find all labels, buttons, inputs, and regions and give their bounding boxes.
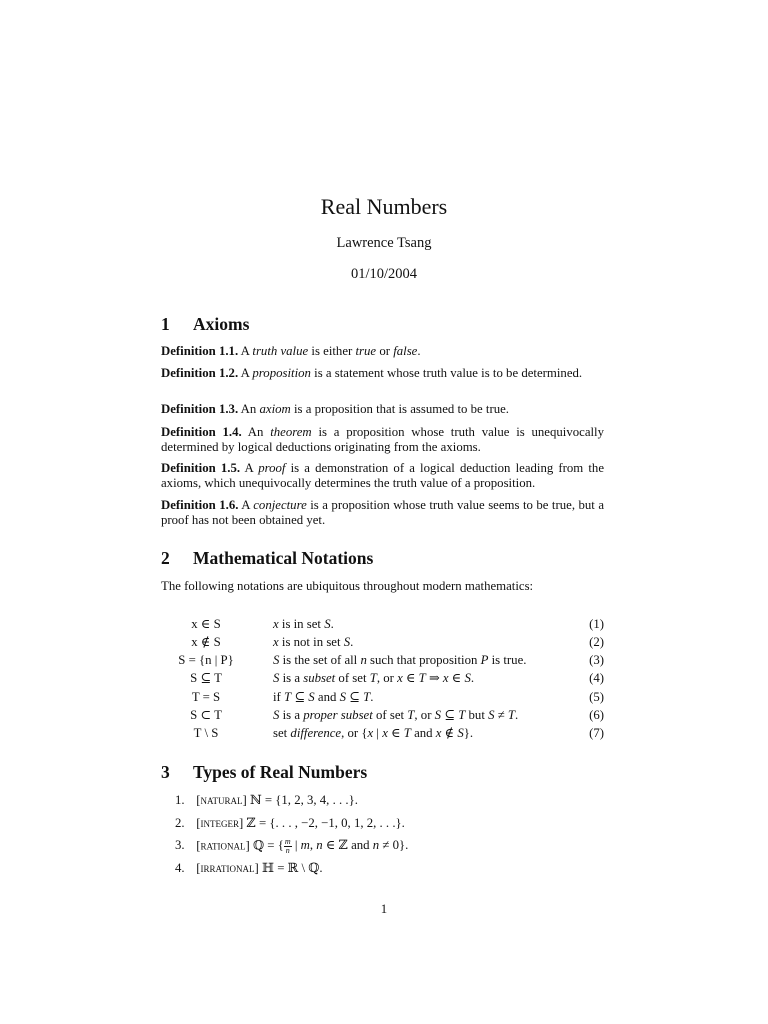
definition-1-1: Definition 1.1. A truth value is either true or false. [161,344,421,358]
section-title: Types of Real Numbers [193,762,368,782]
equation-2: x ∉ S x is not in set S. (2) [191,635,604,649]
equation-7: T \ S set difference, or {x | x ∈ T and x ∉ S}. (7) [193,726,604,740]
section-number: 2 [161,548,170,568]
author: Lawrence Tsang [336,235,432,251]
definition-1-4: Definition 1.4. An theorem is a proposition whose truth value is unequivocally determined by logical deductions originating from the axioms. [161,425,605,454]
section-heading-types [161,762,367,783]
list-item: 1. [natural] ℕ = {1, 2, 3, 4, . . .}. [175,793,358,807]
list-item: 4. [irrational] ℍ = ℝ \ ℚ. [175,861,323,875]
page-number: 1 [380,902,388,916]
section-number: 3 [161,762,170,782]
page-title: Real Numbers [320,194,448,219]
definition-1-5: Definition 1.5. A proof is a demonstration of a logical deduction leading from the axioms, which unequivocally determines the truth value of a proposition. [161,461,605,490]
list-item: 3. [rational] ℚ = { $\frac{m}{n}$ | m, n ∈ ℤ and n ≠ 0}. [175,837,409,855]
equation-6: S ⊂ T S is a proper subset of set T, or S ⊆ T but S ≠ T. (6) [190,708,604,722]
definition-1-2: Definition 1.2. A proposition is a statement whose truth value is to be determined. [161,366,583,380]
definition-1-3: Definition 1.3. An axiom is a proposition that is assumed to be true. [161,402,509,416]
section-heading-axioms [161,314,249,335]
definition-1-6: Definition 1.6. A conjecture is a proposition whose truth value seems to be true, but a proof has not been obtained yet. [161,498,605,527]
date: 01/10/2004 [350,266,418,282]
equation-4: S ⊆ T S is a subset of set T, or x ∈ T ⇒ x ∈ S. (4) [190,671,604,685]
section-number: 1 [161,314,170,334]
equation-3: S = {n | P} S is the set of all n such that proposition P is true. (3) [178,653,604,667]
section-title: Axioms [193,314,250,334]
list-item: 2. [integer] ℤ = {. . . , −2, −1, 0, 1, 2, . . .}. [175,816,405,830]
equation-5: T = S if T ⊆ S and S ⊆ T. (5) [191,690,604,704]
section-heading-notations [161,548,373,569]
equation-1: x ∈ S x is in set S. (1) [191,617,604,631]
section-title: Mathematical Notations [193,548,374,568]
notations-intro: The following notations are ubiquitous throughout modern mathematics: [161,579,534,593]
